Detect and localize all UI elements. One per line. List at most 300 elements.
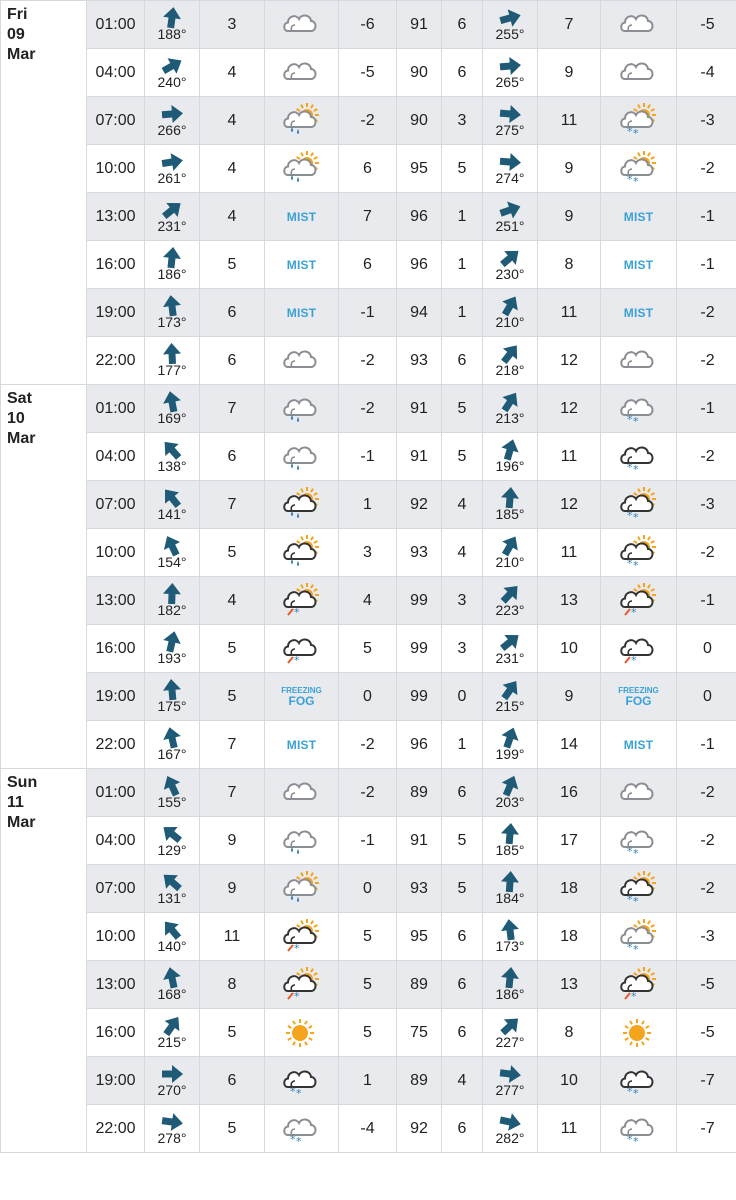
- wind-degrees: 173°: [495, 938, 525, 954]
- temperature-cell: -1: [339, 433, 397, 481]
- time-cell: 01:00: [87, 1, 145, 49]
- svg-text:*: *: [293, 605, 299, 619]
- svg-text:*: *: [632, 894, 638, 907]
- temperature-cell: -2: [677, 529, 736, 577]
- wind-degrees: 186°: [495, 986, 525, 1002]
- mist-label: MIST: [623, 737, 654, 752]
- humidity-cell: 89: [397, 1057, 442, 1105]
- wind-degrees: 266°: [157, 122, 187, 138]
- wind-degrees: 265°: [495, 74, 525, 90]
- wind-speed-cell: 5: [200, 529, 265, 577]
- time-cell: 04:00: [87, 817, 145, 865]
- wind-direction-cell: [483, 913, 538, 961]
- dark-cloud-sleet-icon: [280, 631, 324, 667]
- humidity-cell: 99: [397, 625, 442, 673]
- wind-direction-cell: [145, 913, 200, 961]
- value-cell: 3: [442, 577, 483, 625]
- wind-direction-cell: [145, 1009, 200, 1057]
- wind-degrees: 231°: [157, 218, 187, 234]
- time-cell: 22:00: [87, 337, 145, 385]
- cloud-icon: [280, 55, 324, 91]
- wind-direction-cell: [483, 97, 538, 145]
- sun-icon: [617, 1015, 661, 1051]
- time-cell: 22:00: [87, 1105, 145, 1153]
- freezing-fog-label: FREEZING FOG: [281, 686, 322, 708]
- time-cell: 10:00: [87, 529, 145, 577]
- wind-direction-cell: [483, 1105, 538, 1153]
- temperature-cell: -1: [677, 577, 736, 625]
- wind-speed-cell: 18: [538, 865, 601, 913]
- sun-dark-cloud-sleet-icon: [280, 583, 324, 619]
- wind-speed-cell: 11: [538, 97, 601, 145]
- wind-speed-cell: 5: [200, 1009, 265, 1057]
- svg-text:*: *: [289, 1132, 295, 1146]
- cloud-rain-icon: [280, 391, 324, 427]
- weather-symbol-cell: [265, 337, 339, 385]
- sun-dark-cloud-snow-icon: [617, 535, 661, 571]
- weather-symbol-cell: [265, 1009, 339, 1057]
- wind-speed-cell: 8: [538, 241, 601, 289]
- time-cell: 16:00: [87, 241, 145, 289]
- sun-cloud-rain-icon: [280, 151, 324, 187]
- wind-degrees: 129°: [157, 842, 187, 858]
- svg-text:*: *: [626, 940, 632, 954]
- svg-text:*: *: [630, 989, 636, 1003]
- value-cell: 1: [442, 721, 483, 769]
- wind-degrees: 210°: [495, 554, 525, 570]
- wind-direction-cell: [145, 721, 200, 769]
- wind-direction-cell: [145, 529, 200, 577]
- mist-label: MIST: [286, 305, 317, 320]
- wind-direction-cell: [483, 289, 538, 337]
- wind-speed-cell: 7: [200, 385, 265, 433]
- wind-direction-cell: [483, 49, 538, 97]
- humidity-cell: 92: [397, 481, 442, 529]
- temperature-cell: 3: [339, 529, 397, 577]
- svg-text:*: *: [293, 989, 299, 1003]
- temperature-cell: -5: [677, 1, 736, 49]
- mist-label: MIST: [286, 209, 317, 224]
- temperature-cell: -5: [677, 961, 736, 1009]
- cloud-icon: [617, 343, 661, 379]
- humidity-cell: 93: [397, 529, 442, 577]
- value-cell: 4: [442, 529, 483, 577]
- time-cell: 22:00: [87, 721, 145, 769]
- temperature-cell: -2: [339, 769, 397, 817]
- wind-degrees: 184°: [495, 890, 525, 906]
- weather-symbol-cell: [265, 913, 339, 961]
- weather-symbol-cell: [265, 625, 339, 673]
- value-cell: 3: [442, 625, 483, 673]
- dark-cloud-snow-icon: [617, 1063, 661, 1099]
- wind-degrees: 278°: [157, 1130, 187, 1146]
- forecast-row: [1, 1, 736, 49]
- dark-cloud-snow-icon: [617, 439, 661, 475]
- wind-direction-cell: [145, 1105, 200, 1153]
- weather-symbol-cell: [601, 241, 677, 289]
- wind-degrees: 255°: [495, 26, 525, 42]
- wind-speed-cell: 18: [538, 913, 601, 961]
- svg-text:*: *: [626, 124, 632, 138]
- wind-direction-cell: [145, 865, 200, 913]
- weather-symbol-cell: [265, 817, 339, 865]
- forecast-row: [1, 865, 736, 913]
- wind-degrees: 155°: [157, 794, 187, 810]
- value-cell: 6: [442, 1009, 483, 1057]
- svg-text:*: *: [630, 653, 636, 667]
- svg-text:*: *: [626, 508, 632, 522]
- mist-label: MIST: [286, 257, 317, 272]
- humidity-cell: 92: [397, 1105, 442, 1153]
- wind-degrees: 185°: [495, 506, 525, 522]
- wind-degrees: 141°: [157, 506, 187, 522]
- forecast-row: [1, 817, 736, 865]
- wind-speed-cell: 16: [538, 769, 601, 817]
- freezing-fog-label: FREEZING FOG: [618, 686, 659, 708]
- time-cell: 19:00: [87, 673, 145, 721]
- humidity-cell: 96: [397, 241, 442, 289]
- weather-symbol-cell: [601, 913, 677, 961]
- wind-speed-cell: 3: [200, 1, 265, 49]
- wind-direction-cell: [483, 481, 538, 529]
- wind-direction-cell: [483, 673, 538, 721]
- temperature-cell: -2: [339, 385, 397, 433]
- time-cell: 07:00: [87, 865, 145, 913]
- wind-direction-cell: [145, 97, 200, 145]
- svg-text:*: *: [626, 172, 632, 186]
- wind-direction-cell: [483, 721, 538, 769]
- cloud-icon: [280, 343, 324, 379]
- dark-cloud-snow-icon: [280, 1063, 324, 1099]
- value-cell: 6: [442, 769, 483, 817]
- wind-degrees: 168°: [157, 986, 187, 1002]
- wind-speed-cell: 11: [200, 913, 265, 961]
- weather-symbol-cell: [601, 289, 677, 337]
- forecast-row: [1, 625, 736, 673]
- wind-direction-cell: [483, 961, 538, 1009]
- svg-text:*: *: [626, 892, 632, 906]
- wind-degrees: 199°: [495, 746, 525, 762]
- humidity-cell: 91: [397, 1, 442, 49]
- value-cell: 1: [442, 193, 483, 241]
- wind-degrees: 215°: [495, 698, 525, 714]
- wind-speed-cell: 5: [200, 625, 265, 673]
- wind-direction-cell: [483, 577, 538, 625]
- weather-symbol-cell: [601, 721, 677, 769]
- temperature-cell: 1: [339, 481, 397, 529]
- forecast-row: [1, 49, 736, 97]
- value-cell: 1: [442, 289, 483, 337]
- wind-direction-cell: [483, 337, 538, 385]
- wind-direction-cell: [145, 961, 200, 1009]
- temperature-cell: -1: [677, 241, 736, 289]
- temperature-cell: -2: [677, 817, 736, 865]
- forecast-row: [1, 145, 736, 193]
- wind-direction-cell: [483, 865, 538, 913]
- sun-cloud-snow-icon: [617, 151, 661, 187]
- humidity-cell: 99: [397, 673, 442, 721]
- temperature-cell: -2: [677, 865, 736, 913]
- wind-direction-cell: [483, 1057, 538, 1105]
- wind-direction-cell: [145, 1057, 200, 1105]
- weather-symbol-cell: [265, 1, 339, 49]
- wind-direction-cell: [145, 385, 200, 433]
- temperature-cell: -3: [677, 481, 736, 529]
- wind-degrees: 230°: [495, 266, 525, 282]
- cloud-icon: [280, 7, 324, 43]
- weather-symbol-cell: [601, 337, 677, 385]
- wind-degrees: 215°: [157, 1034, 187, 1050]
- wind-direction-cell: [483, 769, 538, 817]
- weather-symbol-cell: [601, 97, 677, 145]
- sun-dark-cloud-rain-icon: [280, 535, 324, 571]
- svg-text:*: *: [632, 558, 638, 571]
- wind-degrees: 182°: [157, 602, 187, 618]
- svg-text:*: *: [632, 462, 638, 475]
- weather-symbol-cell: [601, 385, 677, 433]
- cloud-rain-icon: [280, 823, 324, 859]
- wind-degrees: 196°: [495, 458, 525, 474]
- wind-speed-cell: 9: [538, 49, 601, 97]
- wind-speed-cell: 12: [538, 337, 601, 385]
- temperature-cell: -4: [339, 1105, 397, 1153]
- cloud-icon: [617, 775, 661, 811]
- humidity-cell: 94: [397, 289, 442, 337]
- wind-degrees: 270°: [157, 1082, 187, 1098]
- wind-speed-cell: 5: [200, 241, 265, 289]
- value-cell: 5: [442, 433, 483, 481]
- temperature-cell: 0: [677, 673, 736, 721]
- cloud-snow-icon: [280, 1111, 324, 1147]
- wind-speed-cell: 9: [200, 865, 265, 913]
- svg-text:*: *: [626, 844, 632, 858]
- temperature-cell: -3: [677, 913, 736, 961]
- weather-symbol-cell: [601, 49, 677, 97]
- humidity-cell: 91: [397, 433, 442, 481]
- wind-degrees: 186°: [157, 266, 187, 282]
- wind-degrees: 169°: [157, 410, 187, 426]
- humidity-cell: 89: [397, 961, 442, 1009]
- temperature-cell: 5: [339, 625, 397, 673]
- humidity-cell: 96: [397, 721, 442, 769]
- wind-direction-cell: [145, 49, 200, 97]
- weather-symbol-cell: [601, 769, 677, 817]
- weather-symbol-cell: [265, 385, 339, 433]
- forecast-row: [1, 289, 736, 337]
- wind-direction-cell: [145, 673, 200, 721]
- wind-speed-cell: 12: [538, 385, 601, 433]
- wind-speed-cell: 6: [200, 1057, 265, 1105]
- temperature-cell: -5: [339, 49, 397, 97]
- weather-symbol-cell: [265, 481, 339, 529]
- mist-label: MIST: [286, 737, 317, 752]
- wind-degrees: 213°: [495, 410, 525, 426]
- svg-text:*: *: [626, 460, 632, 474]
- weather-symbol-cell: [265, 49, 339, 97]
- forecast-row: [1, 481, 736, 529]
- weather-symbol-cell: [601, 193, 677, 241]
- wind-direction-cell: [145, 817, 200, 865]
- svg-text:*: *: [293, 653, 299, 667]
- sun-cloud-rain-icon: [280, 871, 324, 907]
- forecast-row: [1, 337, 736, 385]
- wind-speed-cell: 17: [538, 817, 601, 865]
- value-cell: 3: [442, 97, 483, 145]
- wind-direction-cell: [483, 385, 538, 433]
- wind-speed-cell: 6: [200, 337, 265, 385]
- wind-speed-cell: 10: [538, 625, 601, 673]
- wind-degrees: 231°: [495, 650, 525, 666]
- time-cell: 04:00: [87, 49, 145, 97]
- weather-symbol-cell: [265, 865, 339, 913]
- svg-text:*: *: [630, 605, 636, 619]
- svg-text:*: *: [626, 1132, 632, 1146]
- sun-cloud-snow-icon: [617, 919, 661, 955]
- wind-degrees: 203°: [495, 794, 525, 810]
- weather-symbol-cell: [265, 721, 339, 769]
- wind-speed-cell: 4: [200, 193, 265, 241]
- weather-symbol-cell: [265, 769, 339, 817]
- cloud-snow-icon: [617, 823, 661, 859]
- time-cell: 16:00: [87, 1009, 145, 1057]
- value-cell: 1: [442, 241, 483, 289]
- temperature-cell: -5: [677, 1009, 736, 1057]
- temperature-cell: -7: [677, 1105, 736, 1153]
- wind-degrees: 251°: [495, 218, 525, 234]
- weather-symbol-cell: [265, 241, 339, 289]
- wind-speed-cell: 11: [538, 529, 601, 577]
- value-cell: 6: [442, 961, 483, 1009]
- wind-degrees: 131°: [157, 890, 187, 906]
- wind-degrees: 188°: [157, 26, 187, 42]
- time-cell: 13:00: [87, 961, 145, 1009]
- wind-direction-cell: [145, 337, 200, 385]
- svg-text:*: *: [295, 1086, 301, 1099]
- humidity-cell: 91: [397, 817, 442, 865]
- value-cell: 5: [442, 817, 483, 865]
- sun-dark-cloud-sleet-icon: [280, 919, 324, 955]
- cloud-snow-icon: [617, 1111, 661, 1147]
- temperature-cell: 6: [339, 241, 397, 289]
- weather-symbol-cell: [265, 193, 339, 241]
- forecast-row: [1, 1105, 736, 1153]
- temperature-cell: -2: [677, 289, 736, 337]
- forecast-row: [1, 529, 736, 577]
- value-cell: 6: [442, 913, 483, 961]
- wind-speed-cell: 12: [538, 481, 601, 529]
- value-cell: 6: [442, 337, 483, 385]
- wind-degrees: 218°: [495, 362, 525, 378]
- weather-symbol-cell: [265, 433, 339, 481]
- cloud-snow-icon: [617, 391, 661, 427]
- sun-dark-cloud-sleet-icon: [280, 967, 324, 1003]
- time-cell: 07:00: [87, 97, 145, 145]
- temperature-cell: 1: [339, 1057, 397, 1105]
- value-cell: 5: [442, 385, 483, 433]
- weather-symbol-cell: [601, 1105, 677, 1153]
- wind-speed-cell: 9: [538, 193, 601, 241]
- time-cell: 19:00: [87, 1057, 145, 1105]
- wind-direction-cell: [145, 241, 200, 289]
- wind-direction-cell: [145, 433, 200, 481]
- humidity-cell: 93: [397, 865, 442, 913]
- temperature-cell: -3: [677, 97, 736, 145]
- wind-degrees: 277°: [495, 1082, 525, 1098]
- svg-text:*: *: [632, 846, 638, 859]
- forecast-row: [1, 97, 736, 145]
- weather-symbol-cell: [601, 1057, 677, 1105]
- svg-text:*: *: [289, 1084, 295, 1098]
- humidity-cell: 75: [397, 1009, 442, 1057]
- svg-text:*: *: [632, 1134, 638, 1147]
- time-cell: 01:00: [87, 385, 145, 433]
- wind-direction-cell: [145, 769, 200, 817]
- humidity-cell: 89: [397, 769, 442, 817]
- svg-text:*: *: [626, 1084, 632, 1098]
- wind-direction-cell: [483, 817, 538, 865]
- value-cell: 6: [442, 49, 483, 97]
- time-cell: 07:00: [87, 481, 145, 529]
- wind-direction-cell: [145, 625, 200, 673]
- svg-text:*: *: [626, 556, 632, 570]
- wind-degrees: 240°: [157, 74, 187, 90]
- day-label: Fri 09 Mar: [1, 1, 87, 385]
- wind-speed-cell: 11: [538, 1105, 601, 1153]
- wind-speed-cell: 9: [538, 145, 601, 193]
- weather-symbol-cell: [601, 865, 677, 913]
- wind-direction-cell: [483, 145, 538, 193]
- temperature-cell: 0: [339, 673, 397, 721]
- wind-direction-cell: [145, 289, 200, 337]
- wind-speed-cell: 5: [200, 1105, 265, 1153]
- wind-speed-cell: 8: [200, 961, 265, 1009]
- temperature-cell: -2: [339, 721, 397, 769]
- forecast-row: [1, 193, 736, 241]
- weather-symbol-cell: [601, 1, 677, 49]
- wind-degrees: 185°: [495, 842, 525, 858]
- wind-speed-cell: 14: [538, 721, 601, 769]
- value-cell: 5: [442, 145, 483, 193]
- wind-degrees: 275°: [495, 122, 525, 138]
- temperature-cell: -1: [339, 817, 397, 865]
- mist-label: MIST: [623, 209, 654, 224]
- temperature-cell: 5: [339, 913, 397, 961]
- sun-dark-cloud-snow-icon: [617, 487, 661, 523]
- humidity-cell: 91: [397, 385, 442, 433]
- sun-icon: [280, 1015, 324, 1051]
- sun-cloud-rain-icon: [280, 103, 324, 139]
- humidity-cell: 93: [397, 337, 442, 385]
- wind-degrees: 138°: [157, 458, 187, 474]
- wind-speed-cell: 6: [200, 433, 265, 481]
- weather-symbol-cell: [601, 481, 677, 529]
- temperature-cell: 0: [339, 865, 397, 913]
- wind-direction-cell: [145, 577, 200, 625]
- temperature-cell: -1: [339, 289, 397, 337]
- wind-speed-cell: 4: [200, 49, 265, 97]
- svg-text:*: *: [626, 412, 632, 426]
- time-cell: 01:00: [87, 769, 145, 817]
- cloud-icon: [280, 775, 324, 811]
- wind-speed-cell: 8: [538, 1009, 601, 1057]
- wind-speed-cell: 4: [200, 145, 265, 193]
- sun-dark-cloud-snow-icon: [617, 871, 661, 907]
- day-label: Sun 11 Mar: [1, 769, 87, 1153]
- mist-label: MIST: [623, 257, 654, 272]
- weather-symbol-cell: [265, 97, 339, 145]
- weather-symbol-cell: [601, 529, 677, 577]
- temperature-cell: -7: [677, 1057, 736, 1105]
